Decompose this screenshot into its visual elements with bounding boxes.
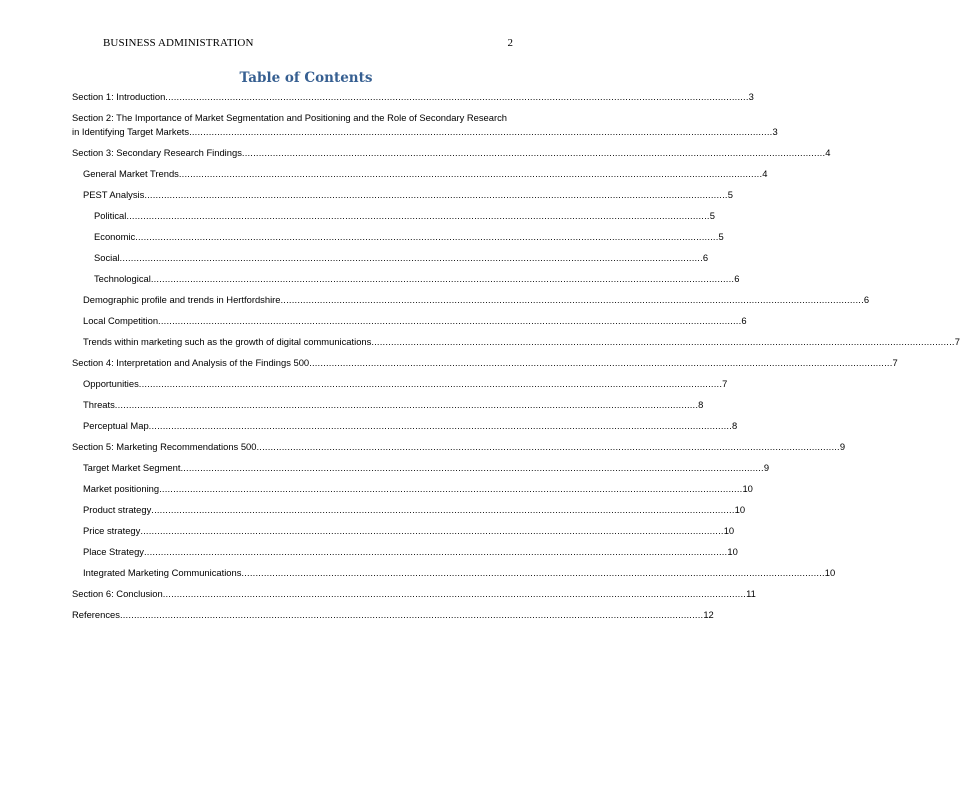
dot-leader: ................................................................................................................................................................................................................ — [309, 357, 893, 368]
toc-entry-page: 8 — [732, 420, 738, 431]
toc-entry-text: Section 5: Marketing Recommendations 500 — [72, 441, 257, 452]
toc-entry-section-6[interactable] — [72, 587, 756, 601]
dot-leader: ................................................................................................................................................................................................................ — [114, 399, 699, 410]
dot-leader: ................................................................................................................................................................................................................ — [189, 126, 773, 137]
toc-entry-page: 10 — [742, 483, 753, 494]
toc-entry-page: 11 — [746, 588, 756, 599]
toc-entry-page: 5 — [718, 231, 724, 242]
toc-list — [72, 90, 960, 620]
toc-entry-page: 7 — [722, 378, 728, 389]
toc-entry-text: Threats — [83, 399, 115, 410]
toc-entry-perceptual-map[interactable] — [72, 419, 738, 433]
dot-leader: ................................................................................................................................................................................................................ — [165, 91, 749, 102]
toc-entry-text: Local Competition — [83, 315, 159, 326]
toc-title: Table of Contents — [239, 70, 373, 86]
toc-entry-demographic-profile[interactable] — [72, 293, 870, 307]
toc-entry-text: References — [72, 609, 120, 620]
dot-leader: ................................................................................................................................................................................................................ — [371, 336, 955, 347]
toc-entry-page: 6 — [734, 273, 740, 284]
toc-entry-text: Market positioning — [83, 483, 160, 494]
toc-entry-text: Section 6: Conclusion — [72, 588, 163, 599]
toc-entry-text: Technological — [94, 273, 151, 284]
dot-leader: ................................................................................................................................................................................................................ — [162, 588, 747, 599]
toc-entry-local-competition[interactable] — [72, 314, 747, 328]
toc-entry-page: 6 — [863, 294, 870, 305]
toc-entry-page: 9 — [839, 441, 846, 452]
toc-entry-page: 3 — [772, 126, 778, 137]
dot-leader: ................................................................................................................................................................................................................ — [159, 483, 743, 494]
dot-leader: ................................................................................................................................................................................................................ — [151, 504, 735, 515]
toc-entry-page: 10 — [727, 546, 738, 557]
toc-entry-page: 3 — [748, 91, 754, 102]
dot-leader: ................................................................................................................................................................................................................ — [119, 252, 703, 263]
toc-entry-section-1[interactable] — [72, 90, 754, 104]
dot-leader: ................................................................................................................................................................................................................ — [241, 147, 826, 158]
toc-entry-page: 10 — [723, 525, 735, 536]
dot-leader: ................................................................................................................................................................................................................ — [126, 210, 710, 221]
dot-leader: ................................................................................................................................................................................................................ — [178, 168, 763, 179]
toc-entry-page: 4 — [762, 168, 768, 179]
toc-entry-page: 8 — [698, 399, 704, 410]
toc-entry-threats[interactable] — [72, 398, 704, 412]
dot-leader: ................................................................................................................................................................................................................ — [148, 420, 733, 431]
toc-entry-text: Demographic profile and trends in Hertfordshire — [83, 294, 281, 305]
toc-entry-page: 10 — [734, 504, 746, 515]
toc-entry-text: Section 1: Introduction — [72, 91, 166, 102]
toc-entry-references[interactable] — [72, 608, 714, 622]
toc-entry-place-strategy[interactable] — [72, 545, 738, 559]
toc-entry-page: 7 — [892, 357, 898, 368]
dot-leader: ................................................................................................................................................................................................................ — [143, 546, 728, 557]
dot-leader: ................................................................................................................................................................................................................ — [256, 441, 840, 452]
toc-entry-page: 5 — [709, 210, 715, 221]
toc-entry-market-positioning[interactable] — [72, 482, 753, 496]
dot-leader: ................................................................................................................................................................................................................ — [144, 189, 728, 200]
dot-leader: ................................................................................................................................................................................................................ — [135, 231, 719, 242]
toc-entry-text: PEST Analysis — [83, 189, 145, 200]
toc-entry-target-market-segment[interactable] — [72, 461, 770, 475]
toc-entry-text: Social — [94, 252, 120, 263]
toc-entry-economic[interactable] — [72, 230, 724, 244]
toc-entry-page: 12 — [703, 609, 714, 620]
toc-entry-social[interactable] — [72, 251, 709, 265]
dot-leader: ................................................................................................................................................................................................................ — [150, 273, 735, 284]
toc-entry-price-strategy[interactable] — [72, 524, 735, 538]
toc-entry-text: Place Strategy — [83, 546, 144, 557]
dot-leader: ................................................................................................................................................................................................................ — [119, 609, 704, 620]
dot-leader: ................................................................................................................................................................................................................ — [138, 378, 723, 389]
toc-entry-page: 10 — [824, 567, 836, 578]
toc-entry-text: Economic — [94, 231, 136, 242]
toc-entry-text: Target Market Segment — [83, 462, 181, 473]
dot-leader: ................................................................................................................................................................................................................ — [241, 567, 825, 578]
dot-leader: ................................................................................................................................................................................................................ — [158, 315, 742, 326]
toc-entry-text: Section 4: Interpretation and Analysis of the Findings 500 — [72, 357, 310, 368]
toc-entry-text: Integrated Marketing Communications — [83, 567, 242, 578]
toc-entry-page: 5 — [727, 189, 733, 200]
toc-entry-technological[interactable] — [72, 272, 740, 286]
toc-entry-page: 4 — [825, 147, 831, 158]
toc-entry-pest-analysis[interactable] — [72, 188, 733, 202]
toc-entry-text: General Market Trends — [83, 168, 179, 179]
toc-entry-section-4[interactable] — [72, 356, 898, 370]
toc-entry-text: Opportunities — [83, 378, 139, 389]
page-number: 2 — [507, 37, 513, 49]
toc-entry-text: Section 3: Secondary Research Findings — [72, 147, 242, 158]
toc-entry-text: Section 2: The Importance of Market Segmentation and Positioning and the Role of Secondary Research — [72, 112, 507, 123]
toc-entry-section-2[interactable] — [72, 111, 778, 139]
page-header — [103, 37, 513, 51]
toc-entry-text: Political — [94, 210, 127, 221]
toc-entry-opportunities[interactable] — [72, 377, 728, 391]
toc-entry-page: 9 — [763, 462, 770, 473]
toc-entry-marketing-trends[interactable] — [72, 335, 960, 349]
dot-leader: ................................................................................................................................................................................................................ — [180, 462, 764, 473]
toc-entry-section-5[interactable] — [72, 440, 846, 454]
toc-entry-text: Product strategy — [83, 504, 152, 515]
toc-entry-page: 6 — [741, 315, 747, 326]
dot-leader: ................................................................................................................................................................................................................ — [140, 525, 724, 536]
toc-entry-page: 7 — [954, 336, 960, 347]
dot-leader: ................................................................................................................................................................................................................ — [280, 294, 864, 305]
toc-entry-political[interactable] — [72, 209, 715, 223]
toc-entry-page: 6 — [702, 252, 709, 263]
toc-entry-imc[interactable] — [72, 566, 836, 580]
toc-entry-section-3[interactable] — [72, 146, 831, 160]
toc-entry-text: Price strategy — [83, 525, 141, 536]
toc-entry-product-strategy[interactable] — [72, 503, 746, 517]
toc-entry-general-market-trends[interactable] — [72, 167, 768, 181]
toc-entry-text-cont: in Identifying Target Markets — [72, 126, 190, 137]
running-head: BUSINESS ADMINISTRATION — [103, 37, 254, 49]
toc-entry-text: Perceptual Map — [83, 420, 149, 431]
toc-entry-text: Trends within marketing such as the growth of digital communications — [83, 336, 372, 347]
